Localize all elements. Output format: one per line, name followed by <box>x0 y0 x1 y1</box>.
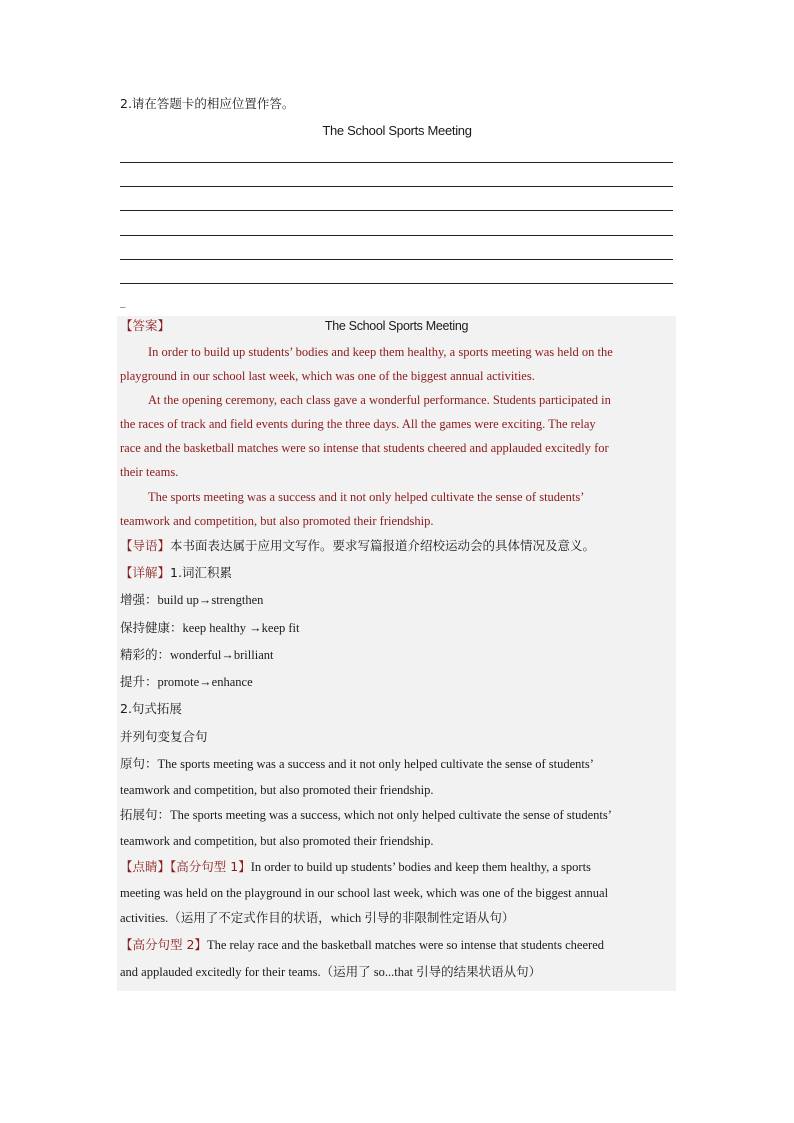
writing-line <box>120 210 673 211</box>
extended-label: 拓展句： <box>120 807 171 822</box>
vocab-en: wonderful→brilliant <box>170 648 274 662</box>
answer-p1-line2: playground in our school last week, which was one of the biggest annual activities. <box>120 369 535 383</box>
vocab-en: keep healthy →keep fit <box>182 621 300 635</box>
detail-row <box>120 565 673 581</box>
original-sentence-line2: teamwork and competition, but also promoted their friendship. <box>120 783 434 797</box>
vocab-en: build up→strengthen <box>157 593 264 607</box>
writing-line <box>120 186 673 187</box>
vocab-en: promote→enhance <box>157 675 253 689</box>
answer-p2-line3: race and the basketball matches were so intense that students cheered and applauded excitedly for <box>120 441 609 455</box>
answer-p2-line1: At the opening ceremony, each class gave a wonderful performance. Students participated in <box>148 393 611 407</box>
highlight-label: 【点睛】 <box>120 859 171 874</box>
vocab-item <box>120 647 673 663</box>
detail-label: 【详解】 <box>120 565 171 580</box>
original-label: 原句： <box>120 756 158 771</box>
guide-text: 本书面表达属于应用文写作。要求写篇报道介绍校运动会的具体情况及意义。 <box>170 538 596 553</box>
vocab-item <box>120 592 673 608</box>
answer-p2-line2: the races of track and field events during the three days. All the games were exciting. The relay <box>120 417 596 431</box>
original-sentence-line1 <box>120 756 673 772</box>
extended-text: The sports meeting was a success, which not only helped cultivate the sense of students’ <box>170 808 612 822</box>
writing-line <box>120 235 673 236</box>
high-score-sentence-2-line2: and applauded excitedly for their teams.（运用了 so...that 引导的结果状语从句） <box>120 965 542 979</box>
vocab-cn: 提升： <box>120 674 158 689</box>
question-title: The School Sports Meeting <box>322 123 472 138</box>
question-instruction: 2.请在答题卡的相应位置作答。 <box>120 96 295 111</box>
line-stub: _ <box>120 295 126 308</box>
high-score-tag-1: 【高分句型 1】 <box>170 859 251 874</box>
guide-row <box>120 538 673 554</box>
answer-p1-line1: In order to build up students’ bodies and keep them healthy, a sports meeting was held on the <box>148 345 613 359</box>
original-text: The sports meeting was a success and it not only helped cultivate the sense of students’ <box>157 757 594 771</box>
highlight-row-1 <box>120 859 673 875</box>
vocab-cn: 精彩的： <box>120 647 171 662</box>
answer-p3-line2: teamwork and competition, but also promoted their friendship. <box>120 514 434 528</box>
answer-title: The School Sports Meeting <box>324 319 469 333</box>
writing-line <box>120 283 673 284</box>
detail-heading-vocab: 1.词汇积累 <box>170 565 232 580</box>
guide-label: 【导语】 <box>120 538 171 553</box>
vocab-cn: 增强： <box>120 592 158 607</box>
high-score-sentence-2: The relay race and the basketball matches were so intense that students cheered <box>206 938 604 952</box>
vocab-cn: 保持健康： <box>120 620 183 635</box>
writing-line <box>120 162 673 163</box>
high-score-sentence-1-line2: meeting was held on the playground in our school last week, which was one of the biggest annual <box>120 886 609 900</box>
answer-label: 【答案】 <box>120 318 171 333</box>
high-score-tag-2: 【高分句型 2】 <box>120 937 207 952</box>
answer-p2-line4: their teams. <box>120 465 179 479</box>
extended-sentence-line1 <box>120 807 673 823</box>
detail-subheading: 并列句变复合句 <box>120 729 208 744</box>
high-score-sentence-1-line3: activities.（运用了不定式作目的状语，which 引导的非限制性定语从句） <box>120 911 515 925</box>
detail-heading-sentence: 2.句式拓展 <box>120 701 182 716</box>
extended-sentence-line2: teamwork and competition, but also promoted their friendship. <box>120 834 434 848</box>
vocab-item <box>120 620 673 636</box>
highlight-row-2 <box>120 937 673 953</box>
writing-line <box>120 259 673 260</box>
answer-heading-row <box>120 318 673 334</box>
answer-p3-line1: The sports meeting was a success and it not only helped cultivate the sense of students’ <box>148 490 585 504</box>
high-score-sentence-1: In order to build up students’ bodies and keep them healthy, a sports <box>250 860 591 874</box>
vocab-item <box>120 674 673 690</box>
